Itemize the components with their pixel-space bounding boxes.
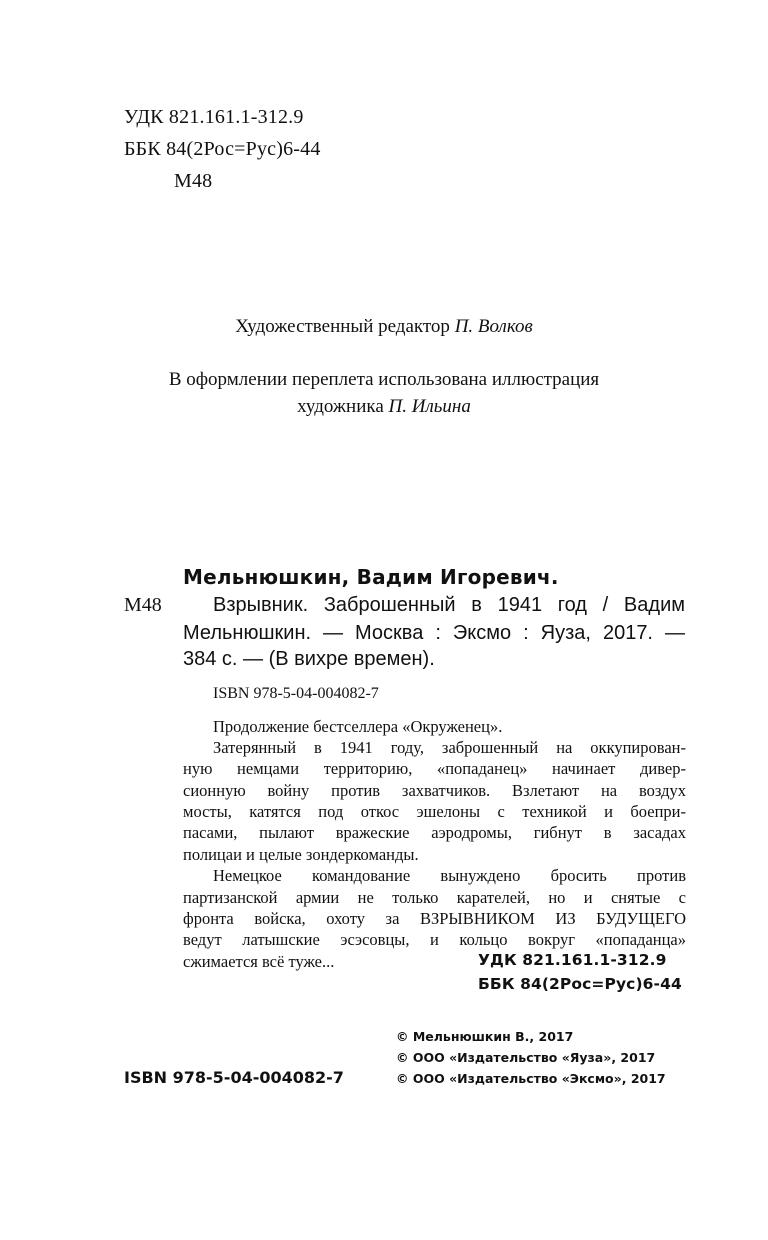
udk-code: УДК 821.161.1-312.9 [124,106,304,128]
annotation-line: ведут латышские эсэсовцы, и кольцо вокруг «попаданца» [183,930,686,949]
annotation-line: партизанской армии не только карателей, но и снятые с [183,888,686,907]
record-line: Взрывник. Заброшенный в 1941 год / Вадим [213,594,685,616]
annotation-line: Продолжение бестселлера «Окруженец». [213,717,503,736]
illustrator-line [0,396,768,418]
copyright-line: © Мельнюшкин В., 2017 [396,1029,574,1044]
art-editor-line [0,316,768,338]
annotation-line: фронта войска, охоту за ВЗРЫВНИКОМ ИЗ БУДУЩЕГО [183,909,686,928]
illustration-note: В оформлении переплета использована иллюстрация [168,369,600,390]
illustrator-label: художника [297,396,389,417]
copyright-line: © ООО «Издательство «Эксмо», 2017 [396,1071,666,1086]
record-isbn: ISBN 978-5-04-004082-7 [213,685,379,702]
annotation-line: Немецкое командование вынуждено бросить против [213,866,686,885]
bbk-code: ББК 84(2Рос=Рус)6-44 [124,138,321,160]
annotation-line: сжимается всё туже... [183,952,335,971]
annotation-line: ную немцами территорию, «попаданец» начинает дивер- [183,759,686,778]
annotation-line: пасами, пылают вражеские аэродромы, гибнут в засадах [183,823,686,842]
record-line: Мельнюшкин. — Москва : Эксмо : Яуза, 2017. — [183,622,685,644]
art-editor-label: Художественный редактор [235,316,455,337]
isbn-bottom: ISBN 978-5-04-004082-7 [124,1068,344,1087]
annotation-line: мосты, катятся под откос эшелоны с техникой и боепри- [183,802,686,821]
copyright-line: © ООО «Издательство «Яуза», 2017 [396,1050,656,1065]
art-editor-name: П. Волков [454,316,533,337]
annotation-line: сионную войну против захватчиков. Взлетают на воздух [183,781,686,800]
author-heading: Мельнюшкин, Вадим Игоревич. [183,565,559,589]
bbk-code-bottom: ББК 84(2Рос=Рус)6-44 [478,975,682,993]
annotation-line: Затерянный в 1941 году, заброшенный на оккупирован- [213,738,686,757]
annotation-line: полицаи и целые зондеркоманды. [183,845,419,864]
record-author-sign: М48 [124,594,162,616]
udk-code-bottom: УДК 821.161.1-312.9 [478,951,667,969]
record-line: 384 с. — (В вихре времен). [183,648,435,670]
illustrator-name: П. Ильина [388,396,471,417]
author-sign: М48 [174,170,213,192]
